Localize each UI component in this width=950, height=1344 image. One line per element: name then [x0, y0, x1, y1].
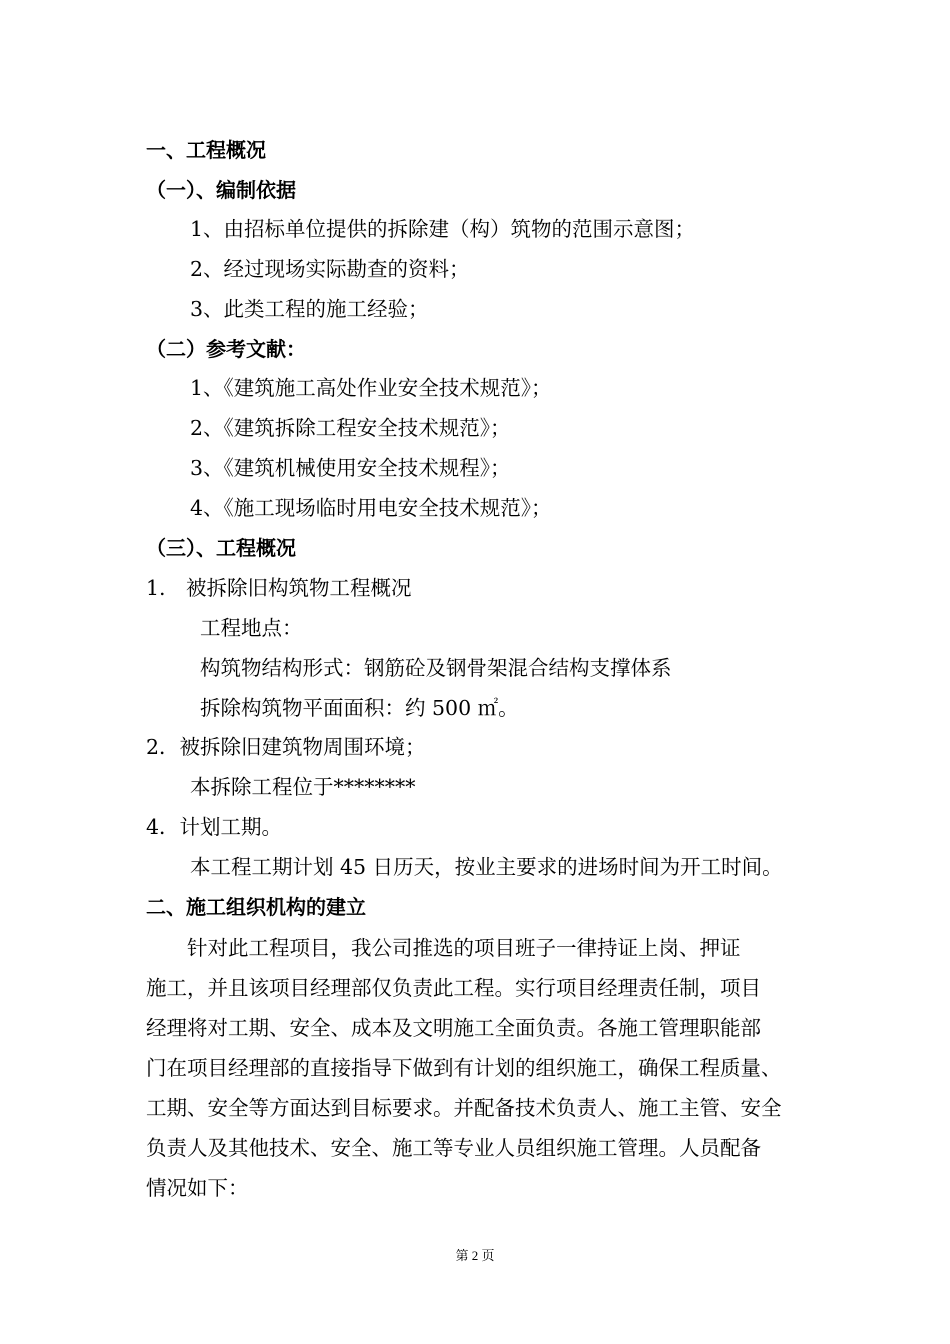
basis-item-1: 1、由招标单位提供的拆除建（构）筑物的范围示意图； — [190, 217, 696, 241]
section-1-2-heading: （二）参考文献： — [146, 337, 306, 361]
paragraph-line: 情况如下： — [146, 1176, 249, 1200]
overview-item-2-text: 本拆除工程位于******** — [190, 775, 416, 799]
basis-item-3: 3、此类工程的施工经验； — [190, 297, 429, 321]
overview-location: 工程地点： — [200, 616, 303, 640]
overview-item-1: 1. 被拆除旧构筑物工程概况 — [146, 576, 412, 600]
page-number: 第 2 页 — [455, 1248, 495, 1263]
section-1-1-heading: （一）、编制依据 — [146, 178, 296, 202]
basis-item-2: 2、经过现场实际勘查的资料； — [190, 257, 470, 281]
section-2-paragraph — [146, 928, 826, 1208]
overview-item-4-text: 本工程工期计划 45 日历天，按业主要求的进场时间为开工时间。 — [190, 855, 783, 879]
reference-item-4: 4、《施工现场临时用电安全技术规范》； — [190, 496, 552, 520]
paragraph-line: 工期、安全等方面达到目标要求。并配备技术负责人、施工主管、安全 — [146, 1096, 782, 1120]
reference-item-3: 3、《建筑机械使用安全技术规程》； — [190, 456, 511, 480]
paragraph-line: 施工，并且该项目经理部仅负责此工程。实行项目经理责任制，项目 — [146, 976, 761, 1000]
section-1-3-heading: （三）、工程概况 — [146, 536, 296, 560]
overview-structure: 构筑物结构形式：钢筋砼及钢骨架混合结构支撑体系 — [200, 656, 672, 680]
reference-item-1: 1、《建筑施工高处作业安全技术规范》； — [190, 376, 552, 400]
section-1-heading: 一、工程概况 — [146, 138, 266, 162]
section-2-heading: 二、施工组织机构的建立 — [146, 895, 366, 919]
overview-item-4: 4．计划工期。 — [146, 815, 283, 839]
paragraph-line: 门在项目经理部的直接指导下做到有计划的组织施工，确保工程质量、 — [146, 1056, 782, 1080]
reference-item-2: 2、《建筑拆除工程安全技术规范》； — [190, 416, 511, 440]
paragraph-line: 经理将对工期、安全、成本及文明施工全面负责。各施工管理职能部 — [146, 1016, 761, 1040]
overview-area: 拆除构筑物平面面积：约 500 ㎡。 — [200, 696, 519, 720]
overview-item-2: 2．被拆除旧建筑物周围环境； — [146, 735, 426, 759]
paragraph-line: 负责人及其他技术、安全、施工等专业人员组织施工管理。人员配备 — [146, 1136, 761, 1160]
paragraph-line: 针对此工程项目，我公司推选的项目班子一律持证上岗、押证 — [146, 936, 741, 960]
